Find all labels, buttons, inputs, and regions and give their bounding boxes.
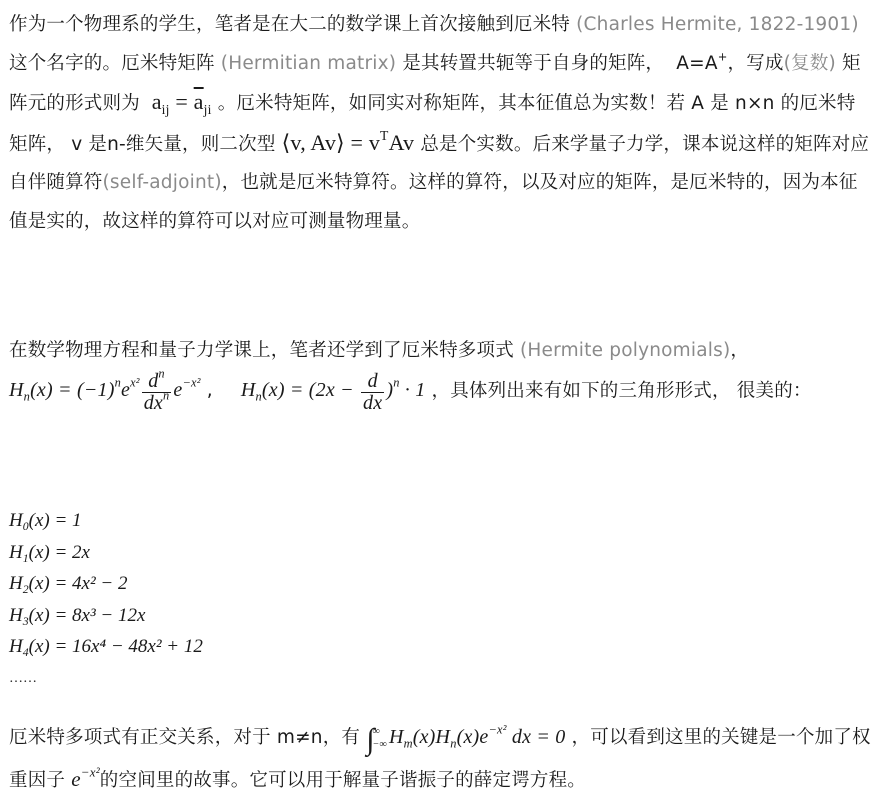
equation-matrix-element: $a_{ij} = \overline{a}_{ji}$: [146, 89, 212, 117]
equation-orthogonality: ∫ ∞ −∞ $H_m(x)H_n(x)e^{-x^2}$ dx = 0: [366, 722, 566, 756]
hermitian-matrix-note: (Hermitian matrix): [220, 52, 397, 74]
text: 作为一个物理系的学生，笔者是在大二的数学课上首次接触到厄米特: [9, 14, 571, 35]
text: 厄米特多项式有正交关系，对于 m≠n，有: [9, 727, 361, 748]
text: ，也就是厄米特算符。这样的算符，以及对应的矩阵，是厄米特的，因为本征值是实的，故这样的算符可以对应可测量物理量。: [9, 172, 858, 232]
polynomial-list: [9, 505, 203, 694]
paragraph-orthogonality: [9, 718, 871, 800]
paragraph-polynomials: 在数学物理方程和量子力学课上，笔者还学到了厄米特多项式 (Hermite polynomials)， $H_n(x) = (-1)^ne^{x^2}$ $\frac{d^n}{dx^n}$ $e^{-x^2}$ , $H_n(x) = (2x$ − $\frac{d}{dx}$ )$^n$ · 1 ，具体列出来有如下的三角形形式， 很美的：: [9, 340, 812, 414]
text: ，写成: [727, 52, 784, 74]
equation-a-dagger: A=A+: [670, 48, 728, 74]
equation-operator-form: $H_n(x) = (2x$ − $\frac{d}{dx}$ )$^n$ · 1: [240, 369, 426, 414]
text: 矩阵元的形式则为: [9, 52, 861, 114]
text: 的空间里的故事。它可以用于解量子谐振子的薛定谔方程。: [99, 769, 586, 791]
polynomial-h0: $H_0(x) = 1$: [9, 510, 82, 534]
equation-rodrigues: $H_n(x) = (-1)^ne^{x^2}$ $\frac{d^n}{dx^n}$ $e^{-x^2}$: [9, 366, 201, 414]
paragraph-matrix: [9, 6, 871, 241]
text: 这个名字的。厄米特矩阵: [9, 52, 215, 74]
equation-weight-factor: $e^{-x^2}$: [71, 763, 100, 791]
text: v 是n-维矢量，则二次型: [71, 133, 276, 155]
polynomial-h2: $H_2(x) = 4x^2 - 2$: [9, 573, 128, 597]
text: 在数学物理方程和量子力学课上，笔者还学到了厄米特多项式: [9, 340, 514, 361]
polynomial-h1: $H_1(x) = 2x$: [9, 541, 90, 565]
polynomial-h4: $H_4(x) = 16x^4 - 48x^2 + 12$: [9, 636, 203, 660]
self-adjoint-note: (self-adjoint): [102, 172, 222, 193]
text: 。厄米特矩阵，如同实对称矩阵，其本征值总为实数！若 A 是 n×n 的厄米特矩阵，: [9, 93, 856, 155]
hermite-name-note: (Charles Hermite, 1822-1901): [576, 14, 859, 35]
text: ，: [730, 340, 750, 361]
complex-note: (复数): [783, 52, 836, 74]
text: 总是个实数。后来学量子力学，课本说这样的矩阵对应自伴随算符: [9, 133, 870, 193]
text: ，具体列出来有如下的三角形形式，: [431, 380, 731, 402]
text: 是其转置共轭等于自身的矩阵，: [402, 52, 665, 74]
text: ，可以看到这里的关键是一个加了权重因子: [9, 727, 871, 791]
text: 很美的：: [736, 380, 812, 402]
polynomial-h3: $H_3(x) = 8x^3 - 12x$: [9, 604, 146, 628]
equation-quadratic-form: ⟨v, Av⟩ = $v^TAv$: [281, 127, 415, 155]
ellipsis: ……: [9, 670, 37, 686]
hermite-polynomials-note: (Hermite polynomials): [520, 340, 731, 361]
